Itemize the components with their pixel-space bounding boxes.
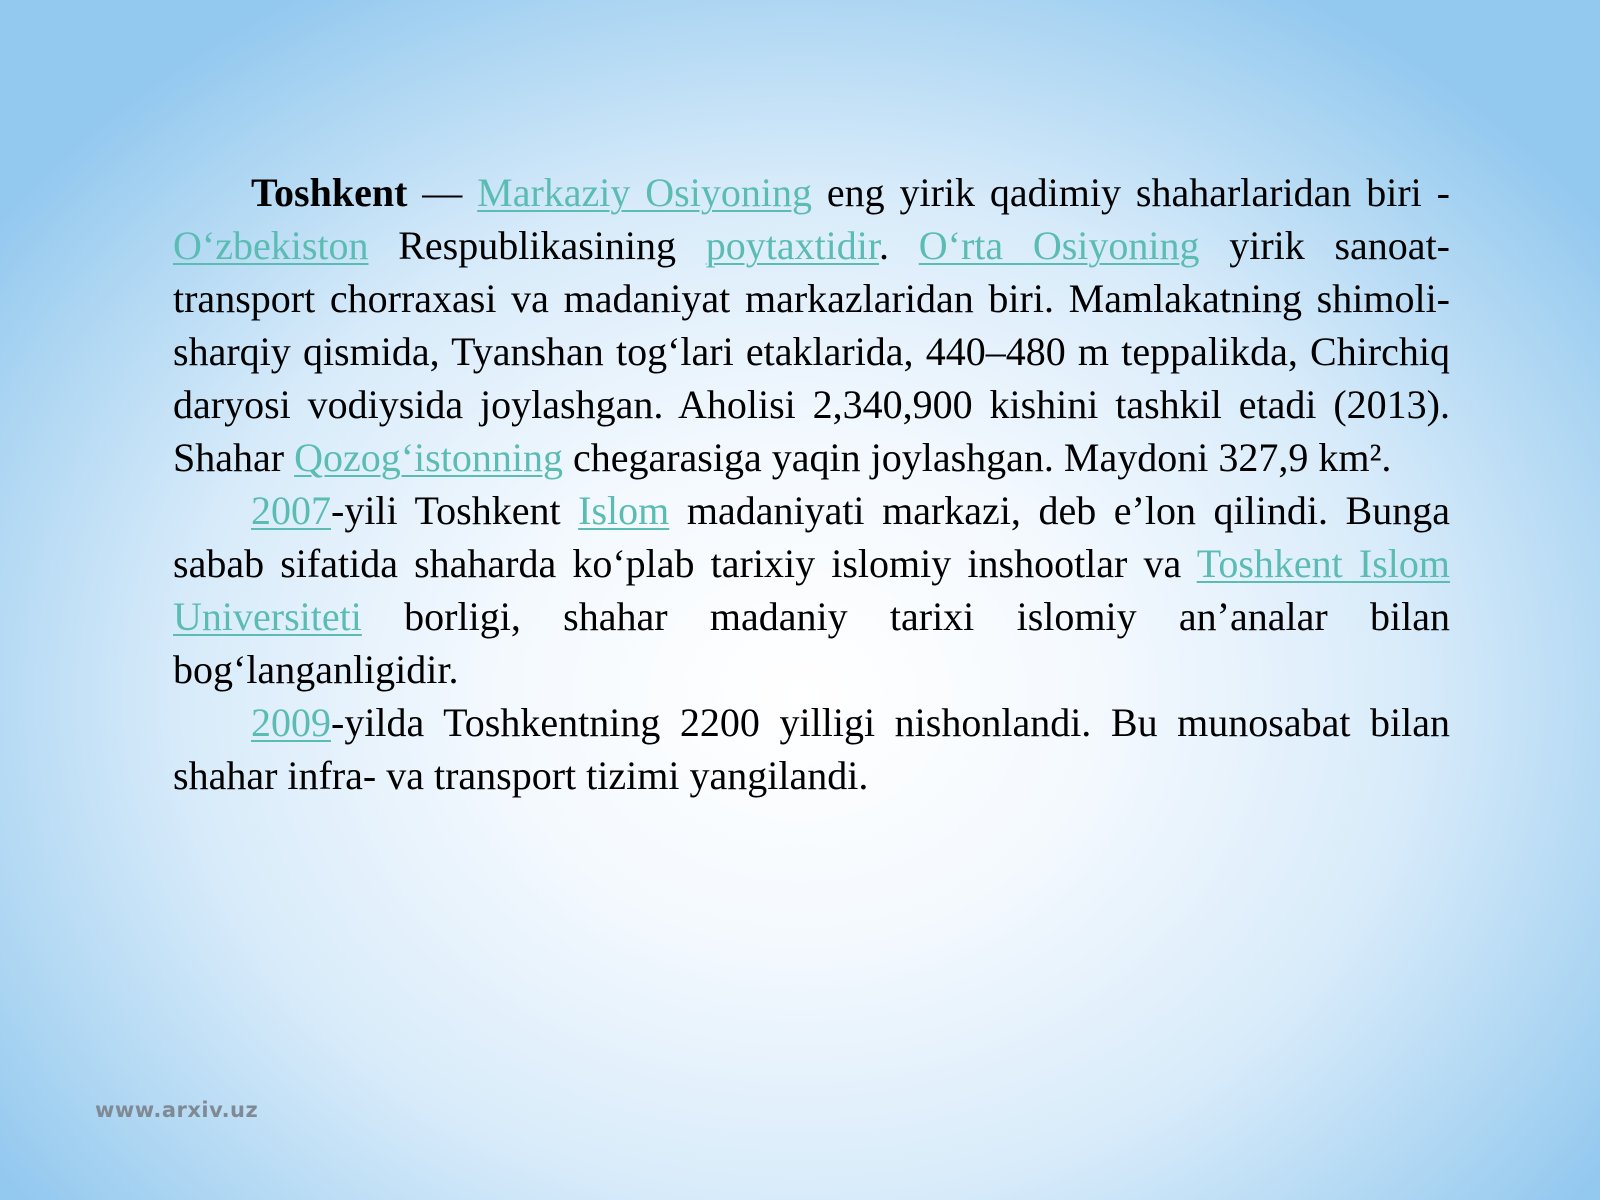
paragraph-2	[173, 484, 1450, 696]
text-segment: chegarasiga yaqin joylashgan. Maydoni 327,9 km².	[562, 435, 1392, 480]
link-toshkent-islom-universiteti-continued[interactable]: shkent Islom Universiteti	[173, 541, 1451, 639]
link-uzbekiston[interactable]: O‘zbekiston	[173, 223, 369, 268]
link-toshkent-islom-universiteti[interactable]: To	[1196, 541, 1239, 586]
link-poytaxtidir[interactable]: poytaxtidir	[705, 223, 880, 268]
text-segment: .	[879, 223, 919, 268]
text-segment: madaniyati markazi, deb e’lon qilindi. Bunga sabab sifatida shaharda ko‘plab tarixiy islomiy inshootlar va	[173, 488, 1450, 586]
text-segment: —	[407, 170, 478, 215]
text-segment: Respublikasining	[368, 223, 706, 268]
title-word: Toshkent	[251, 170, 408, 215]
paragraph-3	[173, 696, 1450, 802]
paragraph-1	[173, 166, 1450, 484]
link-islom[interactable]: Islom	[578, 488, 670, 533]
link-2007[interactable]: 2007	[251, 488, 331, 533]
link-qozogistonning[interactable]: Qozog‘istonning	[294, 435, 563, 480]
link-markaziy-osiyoning[interactable]: Markaziy Osiyoning	[477, 170, 812, 215]
watermark-url: www.arxiv.uz	[95, 1098, 259, 1122]
slide-body	[173, 166, 1450, 802]
text-segment: eng yirik qadimiy shaharlaridan biri -	[811, 170, 1450, 215]
link-orta-osiyoning[interactable]: O‘rta Osiyoning	[918, 223, 1200, 268]
link-2009[interactable]: 2009	[251, 700, 331, 745]
text-segment: yirik sanoat-transport chorraxasi va madaniyat markazlaridan biri. Mamlakatning shimoli-sharqiy qismida, Tyanshan tog‘lari etaklarida, 440–480 m teppalikda, Chirchiq daryosi vodiysida joylashgan. Aholisi 2,340,900 kishini tashkil etadi (2013). Shahar	[173, 223, 1450, 480]
text-segment: borligi, shahar madaniy tarixi islomiy an’analar bilan bog‘langanligidir.	[173, 594, 1450, 692]
text-segment: -yilda Toshkentning 2200 yilligi nishonlandi. Bu munosabat bilan shahar infra- va transport tizimi yangilandi.	[173, 700, 1450, 798]
text-segment: -yili Toshkent	[331, 488, 579, 533]
